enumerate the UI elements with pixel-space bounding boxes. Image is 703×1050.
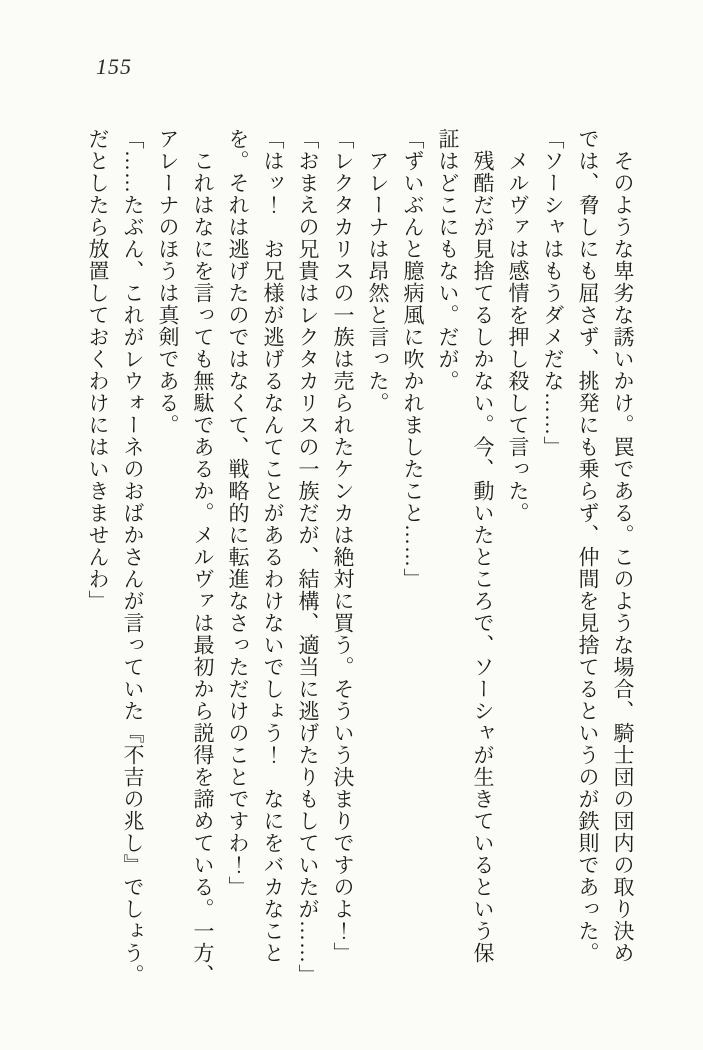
vertical-text-block [80, 128, 640, 986]
text-line: 「……たぶん、これがレウォーネのおばかさんが言っていた『不吉の兆し』でしょう。 [121, 128, 145, 986]
text-line: を。それは逃げたのではなくて、戦略的に転進なさっただけのことですわ！」 [226, 128, 250, 898]
text-line: そのような卑劣な誘いかけ。罠である。このような場合、騎士団の団内の取り決め [611, 150, 635, 964]
text-line: だとしたら放置しておくわけにはいきませんわ」 [86, 128, 110, 612]
text-line: 「レクタカリスの一族は売られたケンカは絶対に買う。そういう決まりですのよ！」 [331, 128, 355, 964]
text-line: アレーナは昂然と言った。 [366, 150, 390, 414]
text-line: 証はどこにもない。だが。 [436, 128, 460, 392]
text-line: 「おまえの兄貴はレクタカリスの一族だが、結構、適当に逃げたりもしていたが……」 [296, 128, 320, 986]
text-line: 「ソーシャはもうダメだな……」 [541, 128, 565, 458]
text-line: では、脅しにも屈さず、挑発にも乗らず、仲間を見捨てるというのが鉄則であった。 [576, 128, 600, 964]
text-line: これはなにを言っても無駄であるか。メルヴァは最初から説得を諦めている。一方、 [191, 150, 215, 986]
text-line: 残酷だが見捨てるしかない。今、動いたところで、ソーシャが生きているという保 [471, 150, 495, 964]
text-line: アレーナのほうは真剣である。 [156, 128, 180, 436]
text-line: メルヴァは感情を押し殺して言った。 [506, 150, 530, 524]
text-line: 「はッ！ お兄様が逃げるなんてことがあるわけないでしょう！ なにをバカなこと [261, 128, 285, 964]
text-line: 「ずいぶんと臆病風に吹かれましたこと……」 [401, 128, 425, 590]
page-number: 155 [96, 54, 132, 79]
